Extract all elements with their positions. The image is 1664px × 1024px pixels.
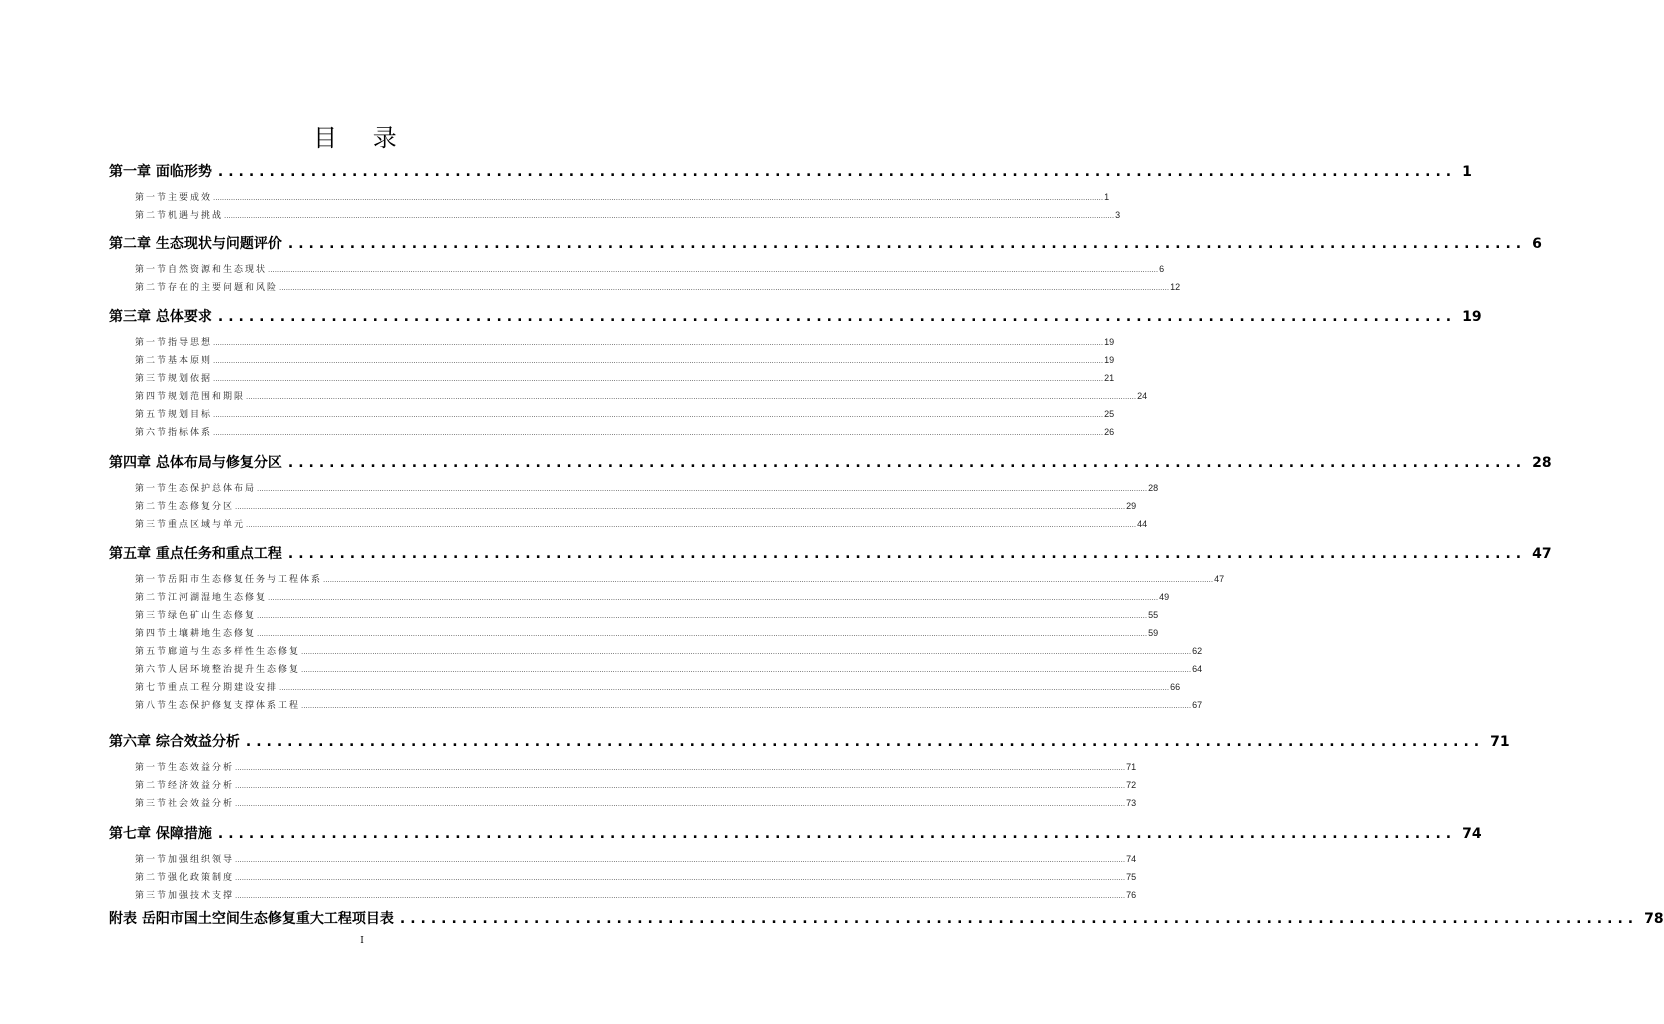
section-number: 第八节 [135, 701, 169, 711]
page-number-ref: 74 [1462, 826, 1482, 842]
toc-section-entry[interactable] [135, 481, 1159, 495]
section-number: 第二节 [135, 211, 169, 221]
page-number-ref: 47 [1532, 546, 1552, 562]
toc-section-entry[interactable] [135, 778, 1137, 792]
section-number: 第一节 [135, 763, 169, 773]
section-title: 生态修复分区 [168, 502, 235, 512]
section-title: 指导思想 [168, 338, 213, 348]
page-title: 目 录 [313, 124, 411, 152]
section-number: 第四节 [135, 392, 169, 402]
section-title: 绿色矿山生态修复 [168, 611, 257, 621]
dot-leader: ................................................................................................................................................................................................................................................................................................................................................................................................................ [235, 856, 1126, 864]
toc-section-entry[interactable] [135, 353, 1115, 367]
section-title: 强化政策制度 [168, 873, 235, 883]
toc-chapter-entry[interactable] [109, 731, 1510, 751]
section-number: 第二节 [135, 502, 169, 512]
chapter-title: 第六章 综合效益分析 [109, 734, 240, 750]
section-number: 第一节 [135, 265, 169, 275]
dot-leader: ................................................................................................................................................................................................................................................................................................................................................................................................................ [257, 612, 1148, 620]
section-number: 第七节 [135, 683, 169, 693]
dot-leader: ................................................................................................................................................................................................................................................................................................................................................................................................................ [301, 648, 1192, 656]
section-number: 第二节 [135, 593, 169, 603]
page-number-ref: 66 [1170, 682, 1181, 692]
page-number-ref: 1 [1462, 164, 1472, 180]
section-number: 第三节 [135, 374, 169, 384]
section-title: 重点工程分期建设安排 [168, 683, 279, 693]
section-title: 经济效益分析 [168, 781, 235, 791]
section-number: 第一节 [135, 193, 169, 203]
toc-section-entry[interactable] [135, 371, 1115, 385]
toc-section-entry[interactable] [135, 698, 1203, 712]
section-number: 第六节 [135, 665, 169, 675]
page-number-ref: 75 [1126, 872, 1137, 882]
page-number-ref: 76 [1126, 890, 1137, 900]
dot-leader: ................................................................................................................................................................................................................................................................................................................................................................................................................ [257, 630, 1148, 638]
page-number-ref: 72 [1126, 780, 1137, 790]
page-number-ref: 44 [1137, 519, 1148, 529]
page-number-ref: 26 [1104, 427, 1115, 437]
page-number-ref: 12 [1170, 282, 1181, 292]
dot-leader: ................................................................................................................................................................................................................................................................................................................................................................................................................ [246, 521, 1137, 529]
section-number: 第三节 [135, 799, 169, 809]
page-number-ref: 19 [1462, 309, 1482, 325]
page-number-ref: 59 [1148, 628, 1159, 638]
page-number-ref: 1 [1104, 192, 1110, 202]
page-number-ref: 67 [1192, 700, 1203, 710]
page-number-ref: 19 [1104, 337, 1115, 347]
dot-leader: ................................................................................................................................................................................................................................................................................................................................................................................................................ [213, 375, 1104, 383]
section-number: 第二节 [135, 283, 169, 293]
chapter-title: 附表 岳阳市国土空间生态修复重大工程项目表 [109, 911, 394, 927]
toc-section-entry[interactable] [135, 190, 1110, 204]
page-number-ref: 25 [1104, 409, 1115, 419]
toc-section-entry[interactable] [135, 280, 1181, 294]
section-title: 土壤耕地生态修复 [168, 629, 257, 639]
section-number: 第二节 [135, 873, 169, 883]
page-number-ref: 49 [1159, 592, 1170, 602]
section-title: 岳阳市生态修复任务与工程体系 [168, 575, 323, 585]
section-title: 规划依据 [168, 374, 213, 384]
section-number: 第一节 [135, 855, 169, 865]
toc-chapter-entry[interactable] [109, 233, 1542, 253]
section-title: 生态保护总体布局 [168, 484, 257, 494]
chapter-title: 第四章 总体布局与修复分区 [109, 455, 282, 471]
toc-section-entry[interactable] [135, 626, 1159, 640]
toc-section-entry[interactable] [135, 796, 1137, 810]
chapter-title: 第七章 保障措施 [109, 826, 212, 842]
dot-leader: ........................................................................................................................ [399, 911, 1639, 927]
dot-leader: ................................................................................................................................................................................................................................................................................................................................................................................................................ [279, 284, 1170, 292]
page-number-ref: 71 [1490, 734, 1510, 750]
dot-leader: ................................................................................................................................................................................................................................................................................................................................................................................................................ [301, 666, 1192, 674]
dot-leader: ................................................................................................................................................................................................................................................................................................................................................................................................................ [246, 393, 1137, 401]
toc-section-entry[interactable] [135, 407, 1115, 421]
dot-leader: ................................................................................................................................................................................................................................................................................................................................................................................................................ [279, 684, 1170, 692]
section-title: 生态保护修复支撑体系工程 [168, 701, 301, 711]
page-number: I [360, 936, 364, 946]
dot-leader: ........................................................................................................................ [287, 546, 1527, 562]
section-number: 第二节 [135, 356, 169, 366]
dot-leader: ................................................................................................................................................................................................................................................................................................................................................................................................................ [235, 764, 1126, 772]
section-title: 主要成效 [168, 193, 213, 203]
toc-chapter-entry[interactable] [109, 161, 1472, 181]
dot-leader: ................................................................................................................................................................................................................................................................................................................................................................................................................ [235, 503, 1126, 511]
section-title: 社会效益分析 [168, 799, 235, 809]
section-number: 第五节 [135, 410, 169, 420]
section-title: 加强组织领导 [168, 855, 235, 865]
toc-chapter-entry[interactable] [109, 823, 1482, 843]
dot-leader: ................................................................................................................................................................................................................................................................................................................................................................................................................ [235, 892, 1126, 900]
page-number-ref: 47 [1214, 574, 1225, 584]
dot-leader: ........................................................................................................................ [217, 164, 1457, 180]
toc-section-entry[interactable] [135, 335, 1115, 349]
toc-section-entry[interactable] [135, 760, 1137, 774]
section-title: 生态效益分析 [168, 763, 235, 773]
toc-section-entry[interactable] [135, 888, 1137, 902]
toc-chapter-entry[interactable] [109, 908, 1664, 928]
section-title: 人居环境整治提升生态修复 [168, 665, 301, 675]
page-number-ref: 29 [1126, 501, 1137, 511]
section-title: 规划范围和期限 [168, 392, 246, 402]
section-title: 规划目标 [168, 410, 213, 420]
dot-leader: ................................................................................................................................................................................................................................................................................................................................................................................................................ [213, 411, 1104, 419]
page-number-ref: 71 [1126, 762, 1137, 772]
dot-leader: ................................................................................................................................................................................................................................................................................................................................................................................................................ [213, 339, 1104, 347]
dot-leader: ........................................................................................................................ [287, 455, 1527, 471]
page-number-ref: 21 [1104, 373, 1115, 383]
toc-section-entry[interactable] [135, 680, 1181, 694]
dot-leader: ................................................................................................................................................................................................................................................................................................................................................................................................................ [235, 800, 1126, 808]
chapter-title: 第二章 生态现状与问题评价 [109, 236, 282, 252]
page-number-ref: 62 [1192, 646, 1203, 656]
page-number-ref: 74 [1126, 854, 1137, 864]
chapter-title: 第一章 面临形势 [109, 164, 212, 180]
dot-leader: ................................................................................................................................................................................................................................................................................................................................................................................................................ [235, 782, 1126, 790]
dot-leader: ........................................................................................................................ [245, 734, 1485, 750]
toc-chapter-entry[interactable] [109, 306, 1482, 326]
toc-chapter-entry[interactable] [109, 452, 1552, 472]
toc-section-entry[interactable] [135, 517, 1148, 531]
chapter-title: 第三章 总体要求 [109, 309, 212, 325]
dot-leader: ................................................................................................................................................................................................................................................................................................................................................................................................................ [213, 429, 1104, 437]
page-number-ref: 3 [1115, 210, 1121, 220]
section-title: 存在的主要问题和风险 [168, 283, 279, 293]
section-number: 第二节 [135, 781, 169, 791]
dot-leader: ........................................................................................................................ [287, 236, 1527, 252]
dot-leader: ................................................................................................................................................................................................................................................................................................................................................................................................................ [213, 357, 1104, 365]
toc-section-entry[interactable] [135, 262, 1165, 276]
dot-leader: ................................................................................................................................................................................................................................................................................................................................................................................................................ [213, 194, 1104, 202]
page-number-ref: 24 [1137, 391, 1148, 401]
section-title: 加强技术支撑 [168, 891, 235, 901]
toc-section-entry[interactable] [135, 425, 1115, 439]
section-title: 机遇与挑战 [168, 211, 224, 221]
section-title: 江河湖湿地生态修复 [168, 593, 268, 603]
dot-leader: ........................................................................................................................ [217, 826, 1457, 842]
dot-leader: ........................................................................................................................ [217, 309, 1457, 325]
section-number: 第三节 [135, 891, 169, 901]
section-title: 廊道与生态多样性生态修复 [168, 647, 301, 657]
toc-chapter-entry[interactable] [109, 543, 1552, 563]
page-number-ref: 73 [1126, 798, 1137, 808]
dot-leader: ................................................................................................................................................................................................................................................................................................................................................................................................................ [235, 874, 1126, 882]
toc-section-entry[interactable] [135, 852, 1137, 866]
section-number: 第一节 [135, 575, 169, 585]
section-number: 第六节 [135, 428, 169, 438]
toc-section-entry[interactable] [135, 644, 1203, 658]
section-title: 自然资源和生态现状 [168, 265, 268, 275]
toc-section-entry[interactable] [135, 870, 1137, 884]
chapter-title: 第五章 重点任务和重点工程 [109, 546, 282, 562]
page-number-ref: 6 [1159, 264, 1165, 274]
dot-leader: ................................................................................................................................................................................................................................................................................................................................................................................................................ [323, 576, 1214, 584]
dot-leader: ................................................................................................................................................................................................................................................................................................................................................................................................................ [268, 266, 1159, 274]
toc-section-entry[interactable] [135, 499, 1137, 513]
toc-section-entry[interactable] [135, 662, 1203, 676]
page-number-ref: 55 [1148, 610, 1159, 620]
section-number: 第三节 [135, 611, 169, 621]
section-number: 第三节 [135, 520, 169, 530]
page-number-ref: 78 [1644, 911, 1664, 927]
dot-leader: ................................................................................................................................................................................................................................................................................................................................................................................................................ [224, 212, 1115, 220]
toc-section-entry[interactable] [135, 608, 1159, 622]
section-title: 重点区域与单元 [168, 520, 246, 530]
section-number: 第四节 [135, 629, 169, 639]
section-number: 第一节 [135, 338, 169, 348]
section-title: 指标体系 [168, 428, 213, 438]
section-title: 基本原则 [168, 356, 213, 366]
toc-section-entry[interactable] [135, 590, 1170, 604]
page-number-ref: 19 [1104, 355, 1115, 365]
page-number-ref: 64 [1192, 664, 1203, 674]
dot-leader: ................................................................................................................................................................................................................................................................................................................................................................................................................ [268, 594, 1159, 602]
section-number: 第五节 [135, 647, 169, 657]
toc-section-entry[interactable] [135, 389, 1148, 403]
section-number: 第一节 [135, 484, 169, 494]
toc-section-entry[interactable] [135, 572, 1225, 586]
dot-leader: ................................................................................................................................................................................................................................................................................................................................................................................................................ [257, 485, 1148, 493]
page-number-ref: 28 [1148, 483, 1159, 493]
page-number-ref: 6 [1532, 236, 1542, 252]
dot-leader: ................................................................................................................................................................................................................................................................................................................................................................................................................ [301, 702, 1192, 710]
page-number-ref: 28 [1532, 455, 1552, 471]
toc-section-entry[interactable] [135, 208, 1121, 222]
